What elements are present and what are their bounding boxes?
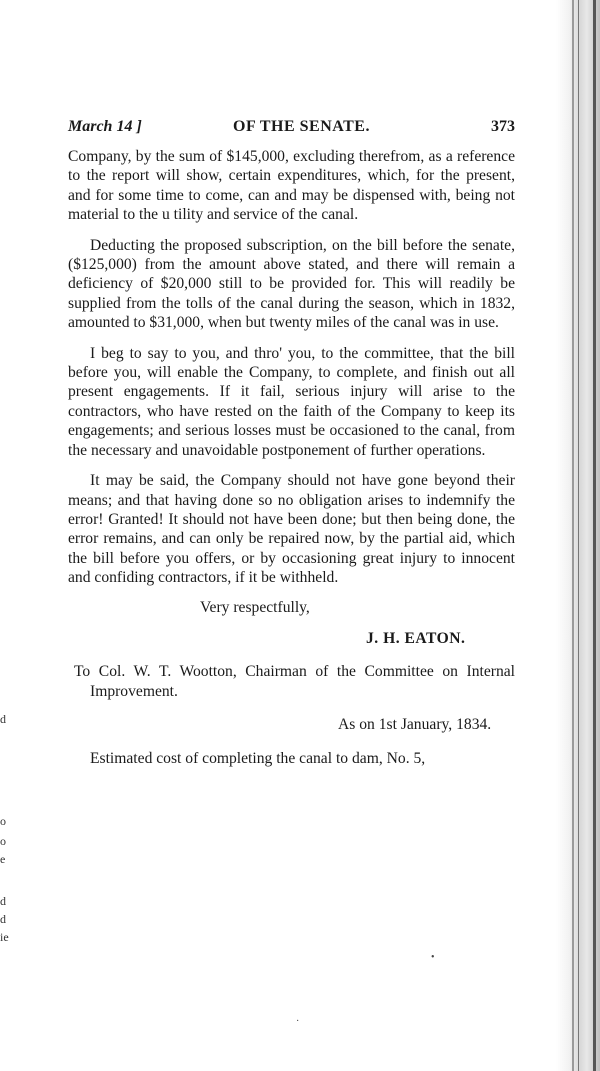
margin-fragment: d [0,712,6,726]
gutter-shadow-line [578,0,579,1071]
running-header [68,118,515,144]
book-binding-gutter [556,0,600,1071]
letter-body [68,147,515,768]
margin-fragment: d [0,894,6,908]
margin-fragment: o [0,834,6,848]
margin-fragment: d [0,912,6,926]
dateline: As on 1st January, 1834. [338,716,492,734]
addressee: To Col. W. T. Wootton, Chairman of the Committee on Internal Improvement. [74,663,515,700]
estimate-heading: Estimated cost of completing the canal to dam, No. 5, [90,749,426,767]
gutter-shadow-line [572,0,574,1071]
signature: J. H. EATON. [366,629,466,647]
closing-salutation: Very respectfully, [200,598,310,616]
header-date: March 14 ] [68,118,142,135]
gutter-edge-line [593,0,596,1071]
paragraph: It may be said, the Company should not have gone beyond their means; and that having done so no obligation arises to indemnify the error! Granted! It should not have been done; but then being done, the error remains, and can only be repaired now, by the partial aid, which the bill before you offers, or by occasioning great injury to innocent and confiding contractors, if it be withheld. [68,472,515,587]
scan-speck-icon: · [296,1016,300,1027]
paragraph: Deducting the proposed subscription, on the bill before the senate, ($125,000) from the amount above stated, and there will remain a deficiency of $20,000 still to be provided for. This will readily be supplied from the tolls of the canal during the season, which in 1832, amounted to $31,000, when but twenty miles of the canal was in use. [68,236,515,332]
header-title: OF THE SENATE. [233,118,370,135]
paragraph-continuation: Company, by the sum of $145,000, excluding therefrom, as a reference to the report will show, certain expenditures, which, for the present, and for some time to come, can and may be dispensed with, being not material to the u tility and service of the canal. [68,148,515,224]
margin-fragment: o [0,814,6,828]
paragraph: I beg to say to you, and thro' you, to the committee, that the bill before you, will enable the Company, to complete, and finish out all present engagements. If it fail, serious injury will arise to the contractors, who have rested on the faith of the Company to keep its engagements; and serious losses must be occasioned to the canal, from the necessary and unavoidable postponement of further operations. [68,344,515,459]
page-number: 373 [491,118,515,135]
margin-fragment: ie [0,930,9,944]
margin-fragment: e [0,852,6,866]
scan-speck-icon: • [431,952,435,963]
